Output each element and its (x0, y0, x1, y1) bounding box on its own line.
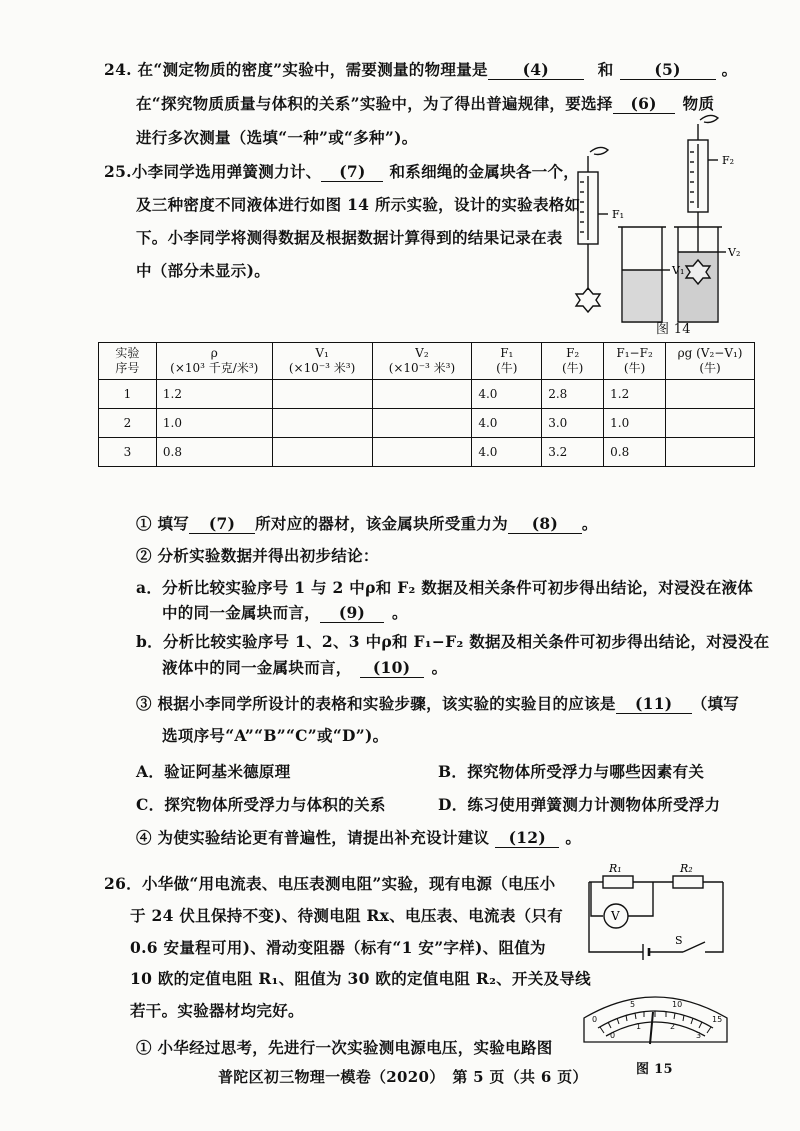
table-cell (272, 438, 372, 467)
figure-15-circuit (583, 862, 733, 970)
table-cell: 3 (99, 438, 157, 467)
experiment-data-table (98, 342, 755, 467)
label-r2: R₂ (680, 862, 693, 875)
q25-item3-b: （填写 (691, 694, 740, 713)
table-cell (666, 438, 755, 467)
q24-line2-a: 在“探究物质质量与体积的关系”实验中，为了得出普遍规律，要选择 (136, 94, 613, 113)
table-row (99, 409, 755, 438)
figure-15-caption: 图 15 (636, 1062, 673, 1077)
dial-tick-label: 5 (630, 1000, 636, 1009)
table-header-cell: ρg (V₂−V₁) (牛) (666, 343, 755, 380)
resistor-r1 (603, 876, 633, 888)
q25-item3 (136, 692, 739, 714)
q25-item1-c: 。 (581, 514, 598, 533)
q25-line2: 及三种密度不同液体进行如图 14 所示实验，设计的实验表格如 (136, 195, 581, 214)
option-b: B．探究物体所受浮力与哪些因素有关 (438, 762, 705, 781)
q26-line4: 10 欧的定值电阻 R₁、阻值为 30 欧的定值电阻 R₂、开关及导线 (130, 969, 591, 988)
q24-line2-b: 物质 (682, 94, 715, 113)
table-cell (272, 380, 372, 409)
table-cell: 0.8 (156, 438, 272, 467)
answer-blank-7-ref: (7) (189, 514, 255, 534)
q25-a-line2 (162, 601, 408, 623)
table-cell (372, 409, 472, 438)
table-cell: 2.8 (542, 380, 604, 409)
table-row (99, 380, 755, 409)
table-cell: 1.0 (604, 409, 666, 438)
figure-14-diagram (560, 112, 770, 327)
answer-blank-10: (10) (360, 658, 424, 678)
answer-blank-5: (5) (620, 60, 716, 80)
table-cell (372, 380, 472, 409)
q25-line4: 中（部分未显示)。 (136, 261, 271, 280)
table-header-row (99, 343, 755, 380)
label-f1: F₁ (612, 208, 625, 221)
table-header-cell: 实验 序号 (99, 343, 157, 380)
label-f2: F₂ (722, 154, 735, 167)
q25-line3: 下。小李同学将测得数据及根据数据计算得到的结果记录在表 (136, 228, 563, 247)
table-cell: 1 (99, 380, 157, 409)
spring-scale-right (688, 115, 718, 262)
q25-a-line2-end: 。 (392, 603, 408, 622)
meter-needle (650, 1012, 653, 1044)
q26-line5: 若干。实验器材均完好。 (130, 1001, 304, 1020)
q25-b-line2-end: 。 (431, 658, 448, 677)
table-header-cell: V₂ (×10⁻³ 米³) (372, 343, 472, 380)
answer-blank-12: (12) (495, 828, 559, 848)
answer-blank-11: (11) (616, 694, 692, 714)
table-cell: 0.8 (604, 438, 666, 467)
table-cell (372, 438, 472, 467)
option-d: D．练习使用弹簧测力计测物体所受浮力 (438, 795, 721, 814)
q25-item1-a: ① 填写 (136, 514, 190, 533)
table-cell: 1.0 (156, 409, 272, 438)
q25-item3-line2: 选项序号“A”“B”“C”或“D”)。 (162, 726, 389, 745)
table-row (99, 438, 755, 467)
q25-b-line1: b．分析比较实验序号 1、2、3 中ρ和 F₁−F₂ 数据及相关条件可初步得出结论，对浸没在 (136, 632, 770, 651)
answer-blank-9: (9) (320, 603, 384, 623)
q24-line2 (136, 92, 714, 114)
option-a: A．验证阿基米德原理 (136, 762, 291, 781)
q25-item3-a: ③ 根据小李同学所设计的表格和实验步骤，该实验的实验目的应该是 (136, 694, 616, 713)
table-cell (666, 409, 755, 438)
q25-item4-a: ④ 为使实验结论更有普遍性，请提出补充设计建议 (136, 828, 490, 847)
spring-scale-left (576, 147, 608, 312)
table-cell: 4.0 (472, 409, 542, 438)
dial-tick-label: 0 (592, 1015, 598, 1024)
label-voltmeter: V (611, 909, 620, 923)
table-cell: 4.0 (472, 380, 542, 409)
q25-item1-b: 所对应的器材，该金属块所受重力为 (255, 514, 508, 533)
q26-line1: 26．小华做“用电流表、电压表测电阻”实验，现有电源（电压小 (104, 874, 556, 893)
q25-line1-a: 25.小李同学选用弹簧测力计、 (104, 162, 322, 181)
answer-blank-8: (8) (508, 514, 582, 534)
q26-line6: ① 小华经过思考，先进行一次实验测电源电压，实验电路图 (136, 1038, 553, 1057)
voltmeter-dial-icon (578, 978, 733, 1050)
label-v2: V₂ (728, 246, 741, 259)
q24-line1-c: 。 (721, 60, 738, 79)
answer-blank-7: (7) (321, 162, 383, 182)
table-header-cell: F₁ (牛) (472, 343, 542, 380)
q24-line1-a: 24. 在“测定物质的密度”实验中，需要测量的物理量是 (104, 60, 488, 79)
table-cell: 1.2 (604, 380, 666, 409)
q24-line1-b: 和 (597, 60, 614, 79)
dial-tick-label: 0 (610, 1031, 616, 1040)
figure-14-caption: 图 14 (656, 322, 691, 337)
q25-item2: ② 分析实验数据并得出初步结论： (136, 546, 379, 565)
table-cell: 4.0 (472, 438, 542, 467)
table-cell: 2 (99, 409, 157, 438)
q25-b-line2-text: 液体中的同一金属块而言， (162, 658, 352, 677)
q26-line2: 于 24 伏且保持不变)、待测电阻 Rx、电压表、电流表（只有 (130, 906, 564, 925)
q25-item1 (136, 512, 598, 534)
q25-item4 (136, 826, 581, 848)
table-header-cell: F₁−F₂ (牛) (604, 343, 666, 380)
q25-a-line2-text: 中的同一金属块而言， (162, 603, 321, 622)
page-footer: 普陀区初三物理一模卷（2020） 第 5 页（共 6 页） (218, 1068, 588, 1086)
answer-blank-4: (4) (488, 60, 584, 80)
q25-line1 (104, 160, 579, 182)
q25-item4-b: 。 (565, 828, 582, 847)
label-v1: V₁ (672, 264, 685, 277)
label-r1: R₁ (609, 862, 622, 875)
table-cell: 3.2 (542, 438, 604, 467)
answer-blank-6: (6) (613, 94, 675, 114)
table-header-cell: ρ (×10³ 千克/米³) (156, 343, 272, 380)
q25-b-line2 (162, 656, 447, 678)
option-c: C．探究物体所受浮力与体积的关系 (136, 795, 386, 814)
resistor-r2 (673, 876, 703, 888)
dial-tick-label: 2 (670, 1022, 676, 1031)
dial-tick-label: 1 (636, 1022, 642, 1031)
cylinder-v1 (618, 227, 670, 322)
dial-tick-label: 15 (712, 1015, 723, 1024)
q24-line1 (104, 58, 737, 80)
q25-line1-b: 和系细绳的金属块各一个， (389, 162, 580, 181)
dial-tick-label: 3 (696, 1031, 702, 1040)
table-cell: 1.2 (156, 380, 272, 409)
table-header-cell: V₁ (×10⁻³ 米³) (272, 343, 372, 380)
table-header-cell: F₂ (牛) (542, 343, 604, 380)
label-switch: S (675, 934, 683, 947)
table-cell (272, 409, 372, 438)
table-cell (666, 380, 755, 409)
q24-line3: 进行多次测量（选填“一种”或“多种”)。 (136, 128, 418, 147)
q26-line3: 0.6 安量程可用)、滑动变阻器（标有“1 安”字样)、阻值为 (130, 938, 546, 957)
table-cell: 3.0 (542, 409, 604, 438)
q25-a-line1: a．分析比较实验序号 1 与 2 中ρ和 F₂ 数据及相关条件可初步得出结论，对浸没在液体 (136, 578, 754, 597)
dial-tick-label: 10 (672, 1000, 683, 1009)
